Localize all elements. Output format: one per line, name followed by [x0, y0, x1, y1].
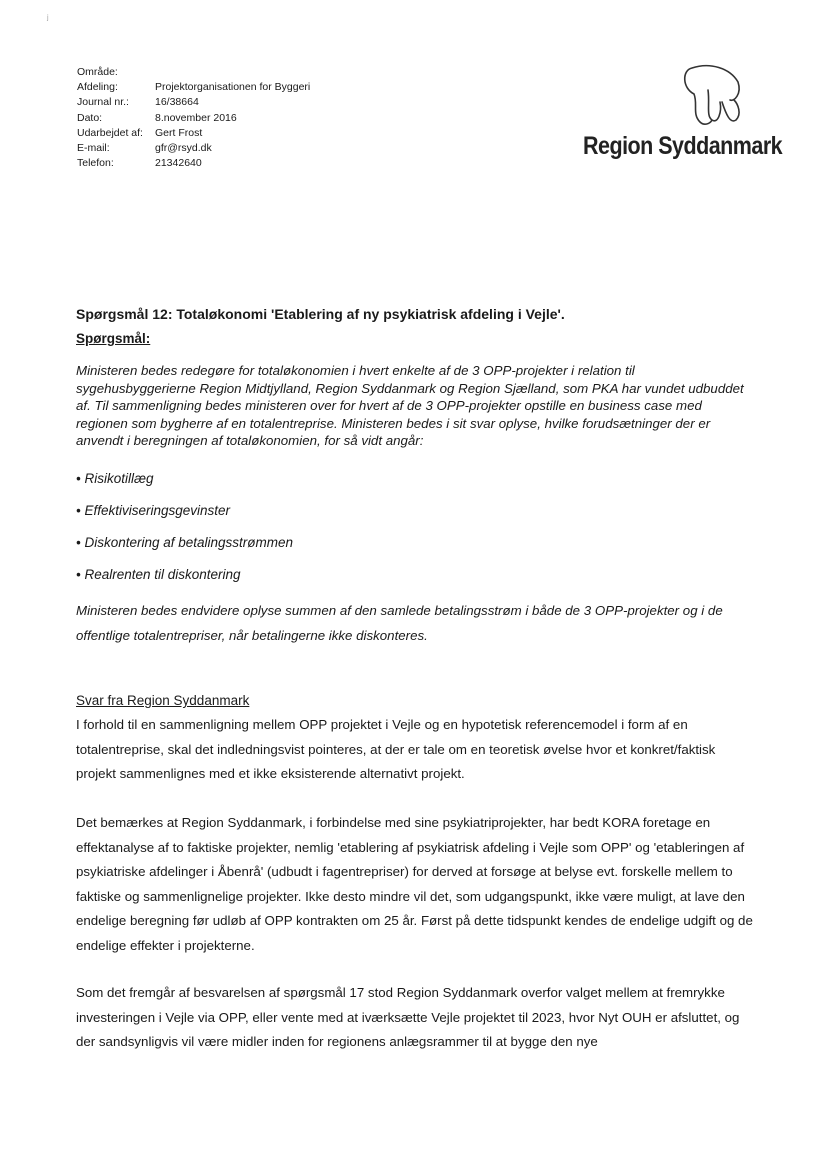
- bullet-item: • Diskontering af betalingsstrømmen: [76, 535, 294, 550]
- meta-value: 8.november 2016: [155, 111, 237, 124]
- meta-label: Område:: [77, 66, 118, 78]
- meta-value: Gert Frost: [155, 126, 203, 139]
- scan-mark: ʲ: [47, 14, 49, 25]
- answer-paragraph: I forhold til en sammenligning mellem OPP projektet i Vejle og en hypotetisk referencemodel i form af en totalentreprise, skal det indledningsvist pointeres, at der er tale om en teoretisk øvelse hvor et konkret/faktisk projekt sammenlignes med et ikke eksisterende alternativt projekt.: [76, 717, 716, 782]
- answer-paragraph: Som det fremgår af besvarelsen af spørgsmål 17 stod Region Syddanmark overfor valget mellem at fremrykke investeringen i Vejle via OPP, eller vente med at iværksætte Vejle projektet til 2023, hvor Nyt OUH er afsluttet, og der sandsynligvis vil være midler inden for regionens anlægsrammer til at bygge den nye: [76, 985, 740, 1050]
- answer-label: Svar fra Region Syddanmark: [76, 693, 250, 708]
- question-intro: Ministeren bedes redegøre for totaløkonomien i hvert enkelte af de 3 OPP-projekter i relation til sygehusbyggerierne Region Midtjylland, Region Syddanmark og Region Sjælland, som PKA har vundet udbuddet af. Til sammenligning bedes ministeren over for hvert af de 3 OPP-projekter opstille en business case med regionen som bygherre af en totalentreprise. Ministeren bedes i sit svar oplyse, hvilke forudsætninger der er anvendt i beregningen af totaløkonomien, for så vidt angår:: [76, 363, 744, 448]
- bullet-item: • Risikotillæg: [76, 471, 154, 486]
- meta-label: Afdeling:: [77, 81, 118, 94]
- question-title: Spørgsmål 12: Totaløkonomi 'Etablering af ny psykiatrisk afdeling i Vejle'.: [76, 306, 565, 322]
- meta-row-area: [77, 65, 310, 80]
- bullet-item: • Realrenten til diskontering: [76, 567, 241, 582]
- meta-row-journal: [77, 95, 310, 110]
- meta-value: 21342640: [155, 157, 202, 170]
- region-logo-text: Region Syddanmark: [583, 132, 783, 160]
- meta-row-department: [77, 80, 310, 95]
- question-outro: Ministeren bedes endvidere oplyse summen af den samlede betalingsstrøm i både de 3 OPP-projekter og i de offentlige totalentrepriser, når betalingerne ikke diskonteres.: [76, 603, 723, 643]
- meta-row-phone: [77, 156, 310, 171]
- meta-label: Udarbejdet af:: [77, 126, 143, 139]
- meta-label: E-mail:: [77, 142, 110, 155]
- bullet-item: • Effektiviseringsgevinster: [76, 503, 231, 518]
- meta-value: 16/38664: [155, 96, 199, 109]
- meta-value: gfr@rsyd.dk: [155, 142, 212, 155]
- meta-row-date: [77, 111, 310, 126]
- answer-paragraph: Det bemærkes at Region Syddanmark, i forbindelse med sine psykiatriprojekter, har bedt KORA foretage en effektanalyse af to faktiske projekter, nemlig 'etablering af psykiatrisk afdeling i Vejle som OPP' og 'etableringen af psykiatriske afdelinger i Åbenrå' (udbudt i fagentrepriser) for derved at forsøge at belyse evt. forskelle mellem to faktiske og sammenlignelige projekter. Ikke desto mindre vil det, som udgangspunkt, ikke være muligt, at lave den endelige beregning før udløb af OPP kontrakten om 25 år. Først på dette tidspunkt kendes de endelige udgift og de endelige effekter i projekterne.: [76, 815, 753, 953]
- region-logo: [583, 60, 783, 165]
- document-meta: [77, 65, 310, 171]
- meta-value: Projektorganisationen for Byggeri: [155, 81, 311, 94]
- meta-label: Telefon:: [77, 157, 114, 170]
- meta-row-author: [77, 126, 310, 141]
- question-label: Spørgsmål:: [76, 331, 151, 346]
- meta-label: Dato:: [77, 111, 103, 124]
- region-logo-icon: [680, 60, 744, 130]
- meta-row-email: [77, 141, 310, 156]
- meta-label: Journal nr.:: [77, 96, 129, 109]
